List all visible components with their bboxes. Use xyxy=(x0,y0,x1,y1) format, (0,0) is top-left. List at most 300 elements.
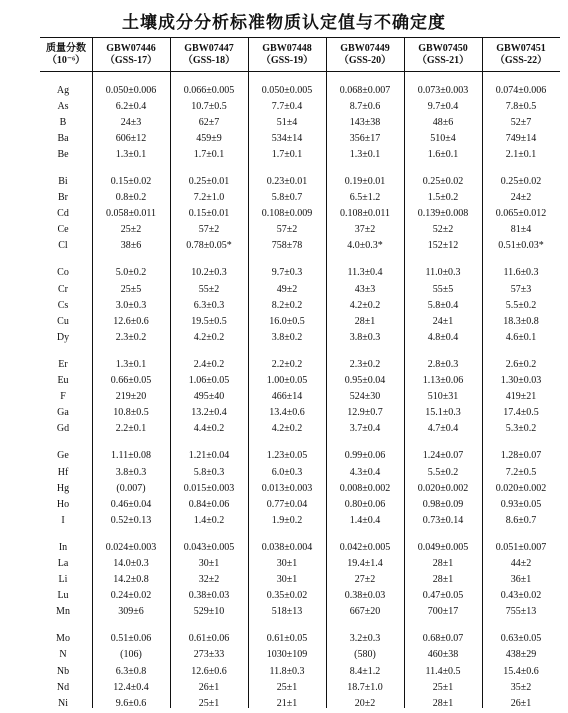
certified-value: 28±1 xyxy=(432,557,454,569)
certified-value: 30±1 xyxy=(276,574,298,586)
sample-name: （GSS-21） xyxy=(416,55,470,66)
certified-value: 1.7±0.1 xyxy=(193,148,225,160)
certified-value: 0.042±0.005 xyxy=(339,541,391,553)
certified-value: 0.63±0.05 xyxy=(500,633,542,645)
group-spacer-cell xyxy=(40,528,560,539)
table-row xyxy=(40,512,560,528)
certified-value: 57±2 xyxy=(276,224,298,236)
certified-value: 0.020±0.002 xyxy=(417,482,469,494)
certified-value: 1.5±0.2 xyxy=(427,192,459,204)
certified-value: 15.4±0.6 xyxy=(503,665,539,677)
certified-value: 3.8±0.3 xyxy=(115,466,147,478)
certified-value: 0.66±0.05 xyxy=(110,375,152,387)
sample-name: （GSS-17） xyxy=(104,55,158,66)
element-symbol: Cs xyxy=(57,299,69,311)
element-symbol: Mn xyxy=(56,606,70,618)
certified-value: 0.049±0.005 xyxy=(417,541,469,553)
certified-value: 11.3±0.4 xyxy=(347,267,383,279)
certified-value: 14.0±0.3 xyxy=(113,557,149,569)
sample-name: （GSS-20） xyxy=(338,55,392,66)
certified-value: 0.013±0.003 xyxy=(261,482,313,494)
table-row xyxy=(40,588,560,604)
certified-value: 0.19±0.01 xyxy=(344,176,386,188)
element-symbol: Co xyxy=(57,267,69,279)
certified-value: 1.9±0.2 xyxy=(271,514,303,526)
certified-value: 460±38 xyxy=(427,649,459,661)
certified-value: 9.7±0.3 xyxy=(271,267,303,279)
certified-value: 24±3 xyxy=(120,116,142,128)
certified-value: 0.52±0.13 xyxy=(110,514,152,526)
certified-value: 11.0±0.3 xyxy=(425,267,461,279)
certified-value: 55±2 xyxy=(198,283,220,295)
certified-value: 606±12 xyxy=(115,132,147,144)
certified-value: 55±5 xyxy=(432,283,454,295)
certified-value: 0.058±0.011 xyxy=(105,208,157,220)
certified-value: 0.95±0.04 xyxy=(344,375,386,387)
certified-value: 1.13±0.06 xyxy=(422,375,464,387)
table-row xyxy=(40,222,560,238)
certified-value: 0.020±0.002 xyxy=(495,482,547,494)
element-symbol: As xyxy=(57,100,69,112)
certified-value: 0.68±0.07 xyxy=(422,633,464,645)
table-row xyxy=(40,82,560,98)
certified-value: 2.3±0.2 xyxy=(115,331,147,343)
table-row xyxy=(40,373,560,389)
certified-value: 0.15±0.01 xyxy=(188,208,230,220)
certified-value: 52±7 xyxy=(510,116,532,128)
certified-value: 0.038±0.004 xyxy=(261,541,313,553)
certified-value: 0.108±0.011 xyxy=(339,208,391,220)
element-symbol: Mo xyxy=(56,633,70,645)
header-mass-fraction-label: 质量分数 xyxy=(46,43,86,54)
table-row xyxy=(40,114,560,130)
table-row xyxy=(40,405,560,421)
header-sample xyxy=(92,39,170,71)
element-symbol: Nb xyxy=(56,665,70,677)
group-spacer xyxy=(40,162,560,173)
certified-value: 0.065±0.012 xyxy=(495,208,547,220)
certified-value: 6.0±0.3 xyxy=(271,466,303,478)
certified-value: 0.068±0.007 xyxy=(339,84,391,96)
certified-value: 0.93±0.05 xyxy=(500,498,542,510)
element-symbol: Eu xyxy=(57,375,69,387)
certified-value: 11.4±0.5 xyxy=(425,665,461,677)
element-symbol: Ce xyxy=(57,224,69,236)
certified-value: 510±4 xyxy=(430,132,456,144)
certified-value: 0.108±0.009 xyxy=(261,208,313,220)
header-mass-fraction-unit: （10⁻⁶） xyxy=(46,55,86,66)
group-spacer xyxy=(40,71,560,82)
table-row xyxy=(40,389,560,405)
certified-value: 1.3±0.1 xyxy=(115,358,147,370)
certified-value: 495±40 xyxy=(193,391,225,403)
certified-value: 18.7±1.0 xyxy=(347,681,383,693)
certified-value: 1.24±0.07 xyxy=(422,450,464,462)
certified-value: 4.7±0.4 xyxy=(427,423,459,435)
certified-value: 1.21±0.04 xyxy=(188,450,230,462)
element-symbol: Be xyxy=(57,148,69,160)
certified-value: 3.8±0.2 xyxy=(271,331,303,343)
certified-value: 0.024±0.003 xyxy=(105,541,157,553)
certified-value: 30±1 xyxy=(198,557,220,569)
certified-value: 0.77±0.04 xyxy=(266,498,308,510)
certified-value: 4.2±0.2 xyxy=(349,299,381,311)
certified-value: 17.4±0.5 xyxy=(503,407,539,419)
table-row xyxy=(40,695,560,711)
element-symbol: I xyxy=(61,514,65,526)
certified-value: 0.050±0.006 xyxy=(105,84,157,96)
certified-value: 25±2 xyxy=(120,224,142,236)
certified-value: 3.8±0.3 xyxy=(349,331,381,343)
certified-value: 700±17 xyxy=(427,606,459,618)
header-sample xyxy=(404,39,482,71)
certified-value: 28±1 xyxy=(354,315,376,327)
element-symbol: Cl xyxy=(58,240,68,252)
certified-value: 35±2 xyxy=(510,681,532,693)
certified-value: 4.2±0.2 xyxy=(271,423,303,435)
certified-value: 4.4±0.2 xyxy=(193,423,225,435)
sample-code: GBW07451 xyxy=(496,43,546,54)
table-row xyxy=(40,555,560,571)
certified-value: 1030±109 xyxy=(266,649,308,661)
element-symbol: Ba xyxy=(57,132,69,144)
certified-value: 10.2±0.3 xyxy=(191,267,227,279)
certified-value: 1.28±0.07 xyxy=(500,450,542,462)
certified-value: 6.3±0.8 xyxy=(115,665,147,677)
certified-value: 1.11±0.08 xyxy=(110,450,152,462)
certified-value: 0.46±0.04 xyxy=(110,498,152,510)
sample-code: GBW07450 xyxy=(418,43,468,54)
certified-value: (580) xyxy=(354,649,376,661)
certified-value: 1.7±0.1 xyxy=(271,148,303,160)
table-row xyxy=(40,173,560,189)
certified-value: 0.80±0.06 xyxy=(344,498,386,510)
certified-value: 12.6±0.6 xyxy=(191,665,227,677)
table-row xyxy=(40,146,560,162)
certified-value: 758±78 xyxy=(271,240,303,252)
certified-value: 0.8±0.2 xyxy=(115,192,147,204)
certified-value: 12.9±0.7 xyxy=(347,407,383,419)
certified-value: 0.15±0.02 xyxy=(110,176,152,188)
certified-value: 0.066±0.005 xyxy=(183,84,235,96)
certified-value: 27±2 xyxy=(354,574,376,586)
element-symbol: Ni xyxy=(58,697,68,709)
certified-value: 18.3±0.8 xyxy=(503,315,539,327)
certified-value: 3.7±0.4 xyxy=(349,423,381,435)
certified-value: 28±1 xyxy=(432,697,454,709)
certified-value: 1.3±0.1 xyxy=(349,148,381,160)
table-row xyxy=(40,130,560,146)
element-symbol: Cd xyxy=(57,208,69,220)
certified-value: 37±2 xyxy=(354,224,376,236)
certified-value: 0.98±0.09 xyxy=(422,498,464,510)
certified-value: 273±33 xyxy=(193,649,225,661)
element-symbol: Hg xyxy=(56,482,70,494)
certified-value: 0.38±0.03 xyxy=(188,590,230,602)
group-spacer-cell xyxy=(40,71,560,82)
certified-value: 8.7±0.6 xyxy=(349,100,381,112)
certified-value: 8.6±0.7 xyxy=(505,514,537,526)
certified-value: 0.043±0.005 xyxy=(183,541,235,553)
certified-value: 1.3±0.1 xyxy=(115,148,147,160)
certified-value: 6.3±0.3 xyxy=(193,299,225,311)
element-symbol: Dy xyxy=(56,331,70,343)
group-spacer-cell xyxy=(40,620,560,631)
certified-value: (106) xyxy=(120,649,142,661)
certified-value: 48±6 xyxy=(432,116,454,128)
certified-value: 2.8±0.3 xyxy=(427,358,459,370)
element-symbol: Er xyxy=(58,358,68,370)
certified-value: 16.0±0.5 xyxy=(269,315,305,327)
element-symbol: Ag xyxy=(56,84,70,96)
certified-value: 4.6±0.1 xyxy=(505,331,537,343)
sample-code: GBW07447 xyxy=(184,43,234,54)
certified-value: 0.073±0.003 xyxy=(417,84,469,96)
certified-value: 0.015±0.003 xyxy=(183,482,235,494)
certified-value: 21±1 xyxy=(276,697,298,709)
certified-value: 5.5±0.2 xyxy=(427,466,459,478)
header-sample xyxy=(248,39,326,71)
table-row xyxy=(40,329,560,345)
certified-value: 0.51±0.06 xyxy=(110,633,152,645)
table-row xyxy=(40,421,560,437)
certified-value: 43±3 xyxy=(354,283,376,295)
reference-values-table xyxy=(40,39,560,711)
certified-value: 4.3±0.4 xyxy=(349,466,381,478)
certified-value: 10.7±0.5 xyxy=(191,100,227,112)
certified-value: 2.6±0.2 xyxy=(505,358,537,370)
header-sample xyxy=(326,39,404,71)
certified-value: 438±29 xyxy=(505,649,537,661)
element-symbol: F xyxy=(60,391,66,403)
certified-value: 419±21 xyxy=(505,391,537,403)
certified-value: 0.51±0.03* xyxy=(498,240,544,252)
certified-value: 524±30 xyxy=(349,391,381,403)
certified-value: 15.1±0.3 xyxy=(425,407,461,419)
table-row xyxy=(40,313,560,329)
certified-value: 0.78±0.05* xyxy=(186,240,232,252)
certified-value: 0.050±0.005 xyxy=(261,84,313,96)
sample-name: （GSS-18） xyxy=(182,55,236,66)
certified-value: 81±4 xyxy=(510,224,532,236)
certified-value: 9.6±0.6 xyxy=(115,697,147,709)
certified-value: 25±1 xyxy=(432,681,454,693)
element-symbol: N xyxy=(59,649,67,661)
table-row xyxy=(40,464,560,480)
certified-value: 57±3 xyxy=(510,283,532,295)
certified-value: 0.38±0.03 xyxy=(344,590,386,602)
certified-value: 24±1 xyxy=(432,315,454,327)
certified-value: 0.25±0.01 xyxy=(188,176,230,188)
certified-value: 6.2±0.4 xyxy=(115,100,147,112)
table-row xyxy=(40,356,560,372)
certified-value: 1.06±0.05 xyxy=(188,375,230,387)
group-spacer-cell xyxy=(40,162,560,173)
certified-value: 26±1 xyxy=(198,681,220,693)
certified-value: 36±1 xyxy=(510,574,532,586)
certified-value: 4.8±0.4 xyxy=(427,331,459,343)
certified-value: 1.23±0.05 xyxy=(266,450,308,462)
table-row xyxy=(40,190,560,206)
certified-value: 2.4±0.2 xyxy=(193,358,225,370)
certified-value: 309±6 xyxy=(118,606,144,618)
certified-value: 4.0±0.3* xyxy=(347,240,383,252)
certified-value: 57±2 xyxy=(198,224,220,236)
certified-value: 12.6±0.6 xyxy=(113,315,149,327)
table-row xyxy=(40,496,560,512)
certified-value: 0.35±0.02 xyxy=(266,590,308,602)
element-symbol: Bi xyxy=(58,176,68,188)
certified-value: 2.2±0.1 xyxy=(115,423,147,435)
sample-code: GBW07448 xyxy=(262,43,312,54)
table-row xyxy=(40,647,560,663)
element-symbol: Hf xyxy=(57,466,69,478)
certified-value: 62±7 xyxy=(198,116,220,128)
element-symbol: Li xyxy=(58,574,68,586)
group-spacer xyxy=(40,437,560,448)
certified-value: 459±9 xyxy=(196,132,222,144)
group-spacer xyxy=(40,620,560,631)
certified-value: 13.4±0.6 xyxy=(269,407,305,419)
element-symbol: Ho xyxy=(56,498,70,510)
certified-value: 19.5±0.5 xyxy=(191,315,227,327)
certified-value: 0.25±0.02 xyxy=(422,176,464,188)
element-symbol: Ga xyxy=(57,407,69,419)
group-spacer xyxy=(40,254,560,265)
certified-value: 11.8±0.3 xyxy=(269,665,305,677)
certified-value: 0.61±0.05 xyxy=(266,633,308,645)
certified-value: 0.61±0.06 xyxy=(188,633,230,645)
certified-value: 8.2±0.2 xyxy=(271,299,303,311)
certified-value: 7.8±0.5 xyxy=(505,100,537,112)
certified-value: 1.4±0.4 xyxy=(349,514,381,526)
table-row xyxy=(40,448,560,464)
certified-value: 32±2 xyxy=(198,574,220,586)
certified-value: 12.4±0.4 xyxy=(113,681,149,693)
certified-value: 755±13 xyxy=(505,606,537,618)
certified-value: (0.007) xyxy=(116,482,146,494)
certified-value: 667±20 xyxy=(349,606,381,618)
certified-value: 6.5±1.2 xyxy=(349,192,381,204)
certified-value: 0.008±0.002 xyxy=(339,482,391,494)
certified-value: 8.4±1.2 xyxy=(349,665,381,677)
certified-value: 25±1 xyxy=(276,681,298,693)
certified-value: 25±1 xyxy=(198,697,220,709)
certified-value: 13.2±0.4 xyxy=(191,407,227,419)
certified-value: 44±2 xyxy=(510,557,532,569)
certified-value: 143±38 xyxy=(349,116,381,128)
certified-value: 0.24±0.02 xyxy=(110,590,152,602)
certified-value: 52±2 xyxy=(432,224,454,236)
certified-value: 0.47±0.05 xyxy=(422,590,464,602)
table-row xyxy=(40,480,560,496)
certified-value: 0.25±0.02 xyxy=(500,176,542,188)
certified-value: 152±12 xyxy=(427,240,459,252)
certified-value: 5.8±0.7 xyxy=(271,192,303,204)
certified-value: 0.43±0.02 xyxy=(500,590,542,602)
certified-value: 10.8±0.5 xyxy=(113,407,149,419)
certified-value: 28±1 xyxy=(432,574,454,586)
element-symbol: Nd xyxy=(56,681,70,693)
header-sample xyxy=(482,39,560,71)
group-spacer-cell xyxy=(40,437,560,448)
certified-value: 0.074±0.006 xyxy=(495,84,547,96)
header-sample xyxy=(170,39,248,71)
header-mass-fraction xyxy=(40,39,92,71)
certified-value: 20±2 xyxy=(354,697,376,709)
page-title: 土壤成分分析标准物质认定值与不确定度 xyxy=(122,13,446,33)
element-symbol: Lu xyxy=(57,590,69,602)
table-row xyxy=(40,539,560,555)
certified-value: 5.8±0.3 xyxy=(193,466,225,478)
certified-value: 2.2±0.2 xyxy=(271,358,303,370)
certified-value: 1.4±0.2 xyxy=(193,514,225,526)
certified-value: 25±5 xyxy=(120,283,142,295)
certified-value: 0.23±0.01 xyxy=(266,176,308,188)
element-symbol: Br xyxy=(58,192,68,204)
certified-value: 5.8±0.4 xyxy=(427,299,459,311)
certified-value: 5.0±0.2 xyxy=(115,267,147,279)
certified-value: 14.2±0.8 xyxy=(113,574,149,586)
group-spacer-cell xyxy=(40,254,560,265)
certified-value: 0.73±0.14 xyxy=(422,514,464,526)
element-symbol: Ge xyxy=(57,450,69,462)
table-row xyxy=(40,631,560,647)
table-row xyxy=(40,604,560,620)
sample-code: GBW07449 xyxy=(340,43,390,54)
table-row xyxy=(40,206,560,222)
group-spacer xyxy=(40,528,560,539)
certified-value: 38±6 xyxy=(120,240,142,252)
table-row xyxy=(40,281,560,297)
certified-value: 518±13 xyxy=(271,606,303,618)
certified-value: 1.6±0.1 xyxy=(427,148,459,160)
certified-value: 0.051±0.007 xyxy=(495,541,547,553)
table-header-row xyxy=(40,39,560,71)
certified-value: 26±1 xyxy=(510,697,532,709)
table-row xyxy=(40,238,560,254)
certified-value: 1.30±0.03 xyxy=(500,375,542,387)
certified-value: 3.2±0.3 xyxy=(349,633,381,645)
certified-value: 9.7±0.4 xyxy=(427,100,459,112)
certified-value: 1.00±0.05 xyxy=(266,375,308,387)
table-row xyxy=(40,265,560,281)
sample-name: （GSS-19） xyxy=(260,55,314,66)
certified-value: 356±17 xyxy=(349,132,381,144)
certified-value: 7.2±0.5 xyxy=(505,466,537,478)
certified-value: 24±2 xyxy=(510,192,532,204)
element-symbol: B xyxy=(59,116,67,128)
sample-name: （GSS-22） xyxy=(494,55,548,66)
table-row xyxy=(40,297,560,313)
certified-value: 0.84±0.06 xyxy=(188,498,230,510)
certified-value: 19.4±1.4 xyxy=(347,557,383,569)
certified-value: 749±14 xyxy=(505,132,537,144)
table-row xyxy=(40,663,560,679)
certified-value: 3.0±0.3 xyxy=(115,299,147,311)
element-symbol: La xyxy=(57,557,69,569)
certified-value: 529±10 xyxy=(193,606,225,618)
table-row xyxy=(40,679,560,695)
certified-value: 466±14 xyxy=(271,391,303,403)
certified-value: 534±14 xyxy=(271,132,303,144)
certified-value: 0.139±0.008 xyxy=(417,208,469,220)
table-row xyxy=(40,98,560,114)
certified-value: 7.7±0.4 xyxy=(271,100,303,112)
certified-value: 0.99±0.06 xyxy=(344,450,386,462)
certified-value: 510±31 xyxy=(427,391,459,403)
certified-value: 11.6±0.3 xyxy=(503,267,539,279)
